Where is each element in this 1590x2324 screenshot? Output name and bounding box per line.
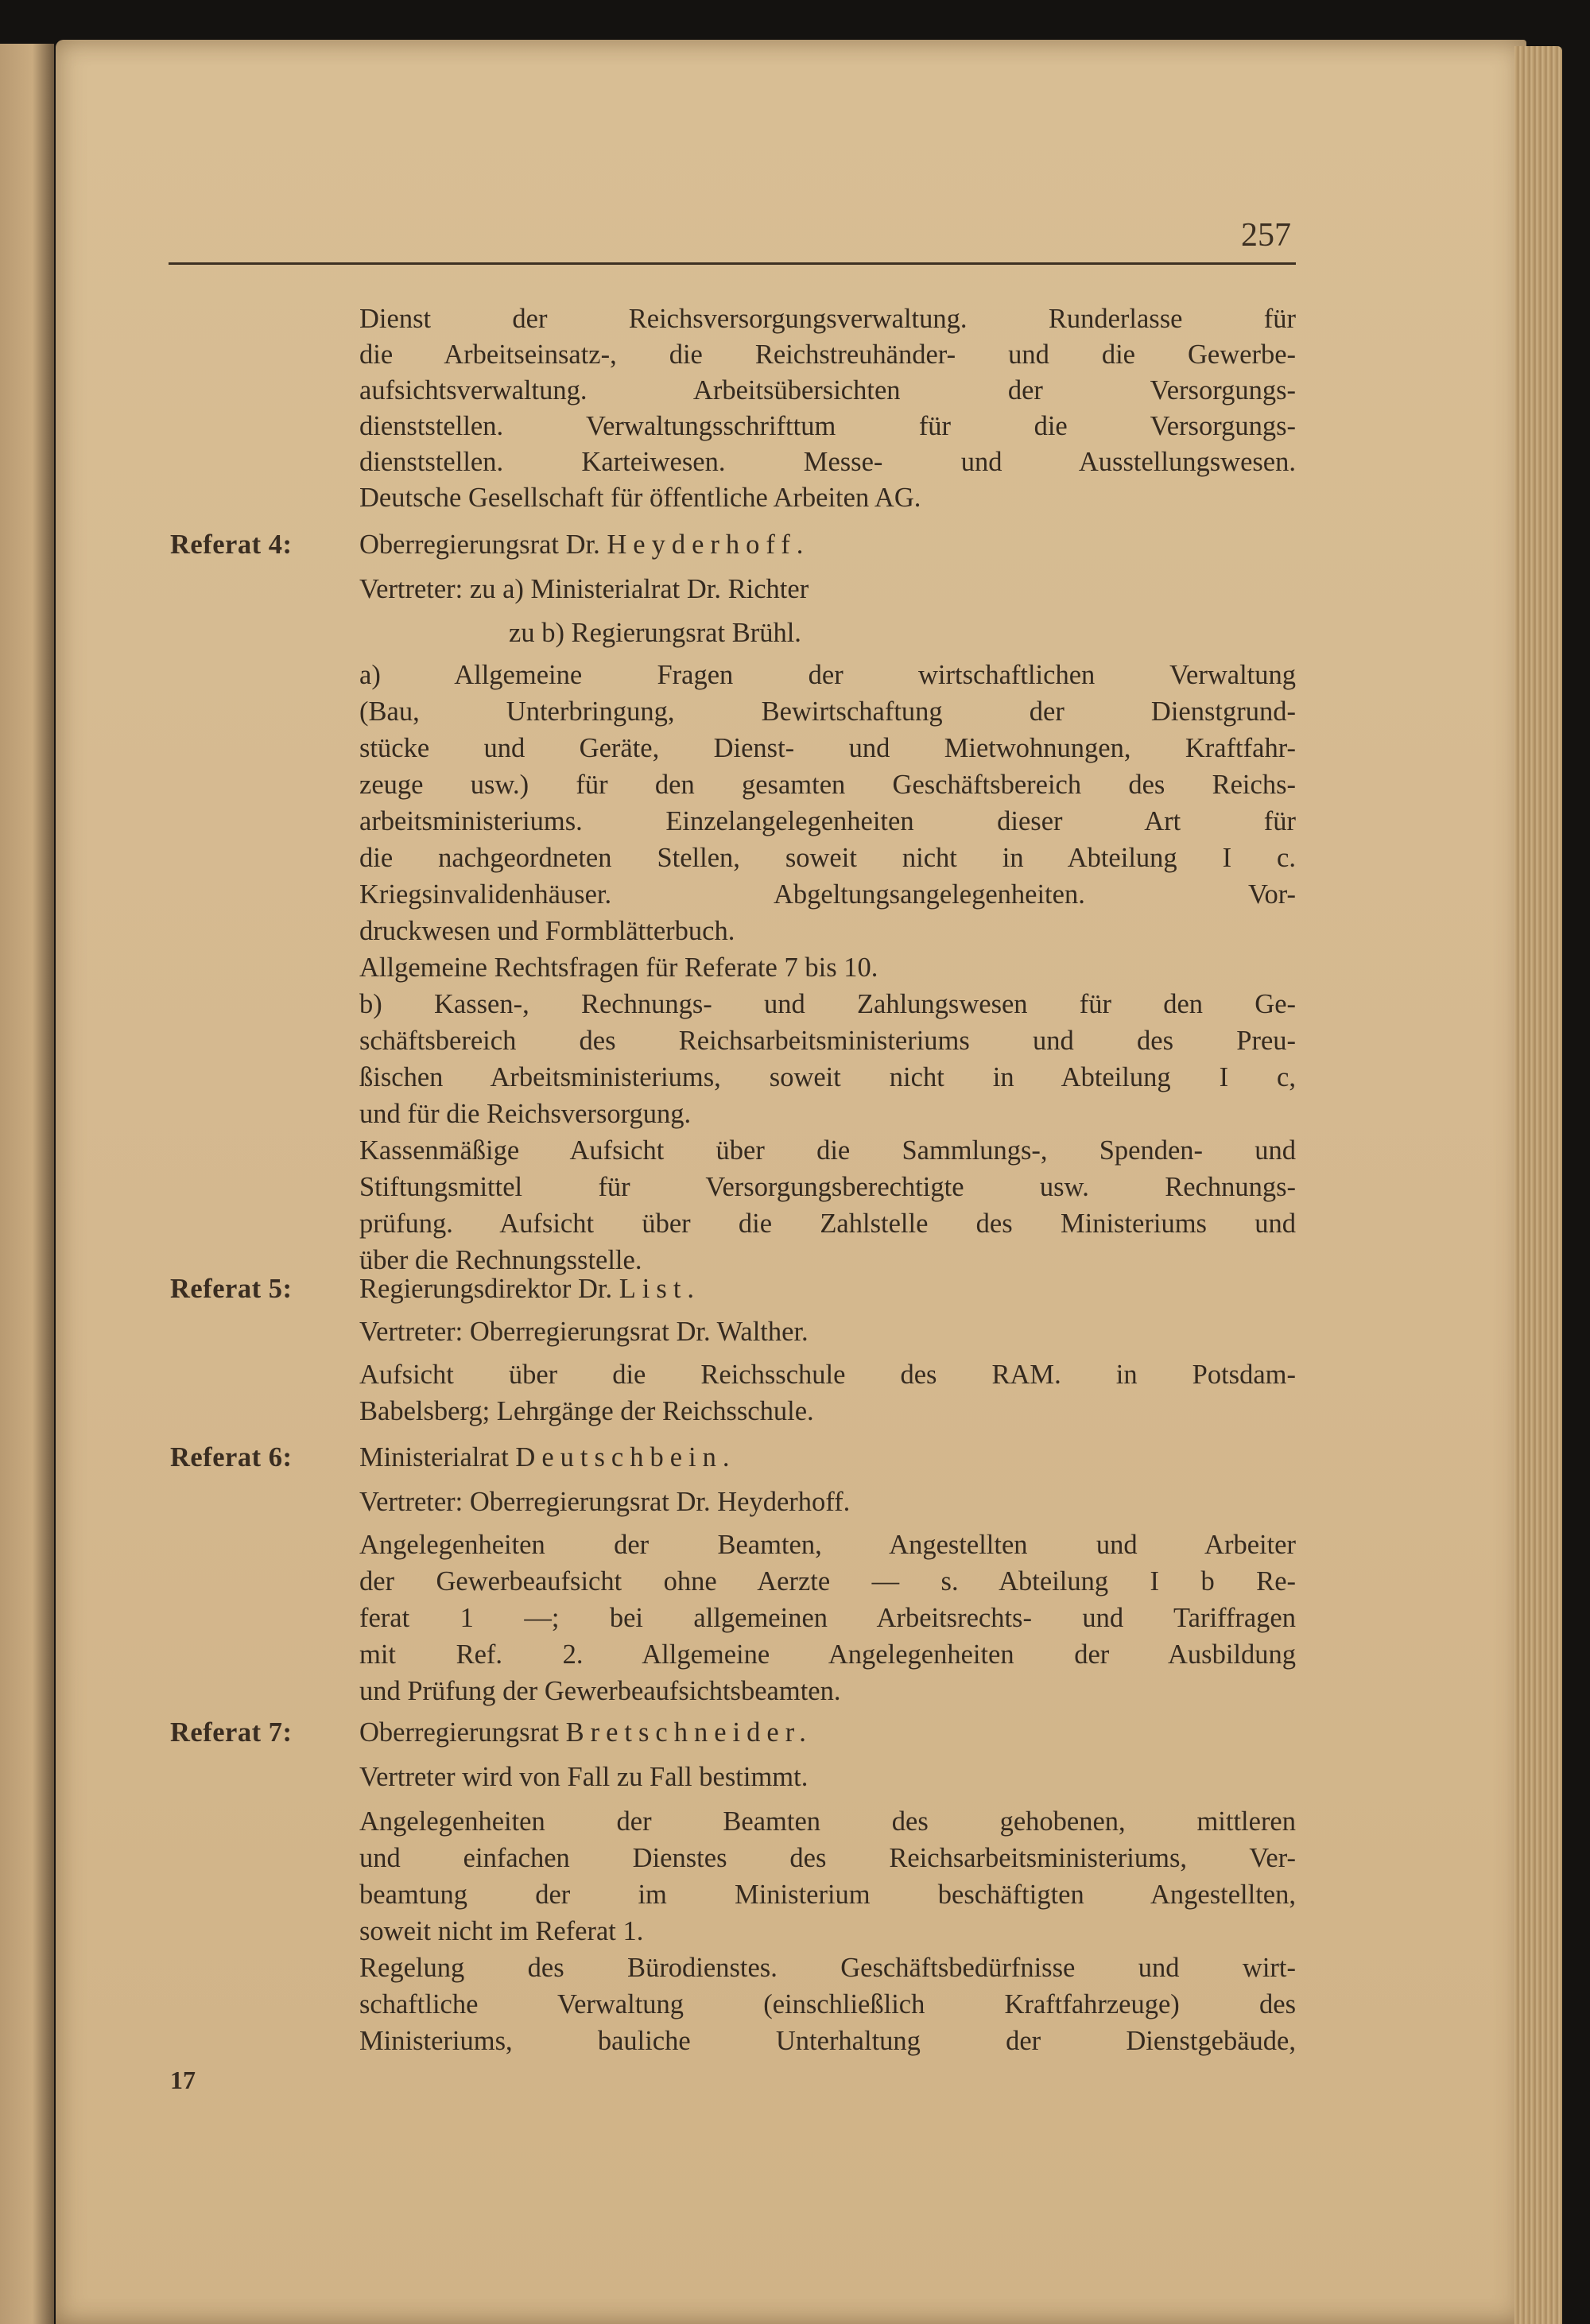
text-line: Angelegenheiten der Beamten des gehobenen, mittleren — [359, 1806, 1296, 1837]
deputy-line: Vertreter wird von Fall zu Fall bestimmt. — [359, 1762, 809, 1792]
text-line: Aufsicht über die Reichsschule des RAM. in Potsdam- — [359, 1360, 1296, 1390]
referat-label: Referat 6: — [170, 1442, 293, 1472]
text-line: ßischen Arbeitsministeriums, soweit nicht in Abteilung I c, — [359, 1062, 1296, 1092]
referat-head — [359, 1714, 1296, 1751]
text-line: ferat 1 —; bei allgemeinen Arbeitsrechts- und Tariffragen — [359, 1603, 1296, 1633]
text-line: arbeitsministeriums. Einzelangelegenheiten dieser Art für — [359, 806, 1296, 836]
head-name: Heyderhoff. — [607, 530, 810, 560]
referat-label: Referat 5: — [170, 1274, 293, 1304]
text-line: druckwesen und Formblätterbuch. — [359, 916, 735, 946]
text-line: der Gewerbeaufsicht ohne Aerzte — s. Abteilung I b Re- — [359, 1566, 1296, 1597]
signature-mark: 17 — [170, 2066, 196, 2094]
text-line: Kassenmäßige Aufsicht über die Sammlungs-, Spenden- und — [359, 1135, 1296, 1166]
page-number: 257 — [1241, 217, 1291, 254]
text-line: dienststellen. Verwaltungsschrifttum für die Versorgungs- — [359, 411, 1296, 441]
text-line: Dienst der Reichsversorgungsverwaltung. Runderlasse für — [359, 304, 1296, 334]
deputy-line: Vertreter: zu a) Ministerialrat Dr. Richter — [359, 574, 809, 604]
head-name: Bretschneider. — [565, 1717, 812, 1748]
left-page-edge — [0, 44, 54, 2324]
head-title: Ministerialrat — [359, 1442, 509, 1472]
head-title: Regierungsdirektor Dr. — [359, 1274, 613, 1304]
page-stack-edge — [1514, 46, 1562, 2324]
text-line: dienststellen. Karteiwesen. Messe- und Ausstellungswesen. — [359, 447, 1296, 477]
deputy-line: Vertreter: Oberregierungsrat Dr. Walther. — [359, 1317, 809, 1347]
head-title: Oberregierungsrat Dr. — [359, 530, 600, 560]
text-line: stücke und Geräte, Dienst- und Mietwohnungen, Kraftfahr- — [359, 733, 1296, 763]
text-line: die Arbeitseinsatz-, die Reichstreuhänder- und die Gewerbe- — [359, 339, 1296, 370]
referat-label: Referat 4: — [170, 530, 293, 560]
text-line: und einfachen Dienstes des Reichsarbeitsministeriums, Ver- — [359, 1843, 1296, 1873]
text-line: a) Allgemeine Fragen der wirtschaftlichen Verwaltung — [359, 660, 1296, 690]
text-line: aufsichtsverwaltung. Arbeitsübersichten der Versorgungs- — [359, 375, 1296, 405]
text-line: die nachgeordneten Stellen, soweit nicht in Abteilung I c. — [359, 843, 1296, 873]
text-line: Regelung des Bürodienstes. Geschäftsbedürfnisse und wirt- — [359, 1953, 1296, 1983]
deputy-line: zu b) Regierungsrat Brühl. — [509, 618, 801, 648]
text-line: Allgemeine Rechtsfragen für Referate 7 bis 10. — [359, 952, 878, 983]
text-line: beamtung der im Ministerium beschäftigten Angestellten, — [359, 1880, 1296, 1910]
text-line: Ministeriums, bauliche Unterhaltung der Dienstgebäude, — [359, 2026, 1296, 2056]
deputy-line: Vertreter: Oberregierungsrat Dr. Heyderhoff. — [359, 1487, 851, 1517]
text-line: Stiftungsmittel für Versorgungsberechtigte usw. Rechnungs- — [359, 1172, 1296, 1202]
head-title: Oberregierungsrat — [359, 1717, 559, 1748]
text-line: soweit nicht im Referat 1. — [359, 1916, 644, 1946]
text-line: (Bau, Unterbringung, Bewirtschaftung der Dienstgrund- — [359, 696, 1296, 727]
head-name: List. — [619, 1274, 701, 1304]
text-line: schaftliche Verwaltung (einschließlich Kraftfahrzeuge) des — [359, 1989, 1296, 2019]
text-line: mit Ref. 2. Allgemeine Angelegenheiten der Ausbildung — [359, 1639, 1296, 1670]
text-line: schäftsbereich des Reichsarbeitsministeriums und des Preu- — [359, 1026, 1296, 1056]
text-line: Babelsberg; Lehrgänge der Reichsschule. — [359, 1396, 814, 1426]
text-line: prüfung. Aufsicht über die Zahlstelle des Ministeriums und — [359, 1209, 1296, 1239]
referat-head — [359, 1439, 1296, 1476]
referat-label: Referat 7: — [170, 1717, 293, 1748]
header-rule — [169, 262, 1296, 265]
text-line: über die Rechnungsstelle. — [359, 1245, 642, 1275]
referat-head — [359, 1271, 1296, 1307]
text-line: zeuge usw.) für den gesamten Geschäftsbereich des Reichs- — [359, 770, 1296, 800]
text-line: b) Kassen-, Rechnungs- und Zahlungswesen für den Ge- — [359, 989, 1296, 1019]
head-name: Deutschbein. — [515, 1442, 736, 1472]
referat-head — [359, 526, 1296, 563]
text-line: und Prüfung der Gewerbeaufsichtsbeamten. — [359, 1676, 841, 1706]
text-line: Deutsche Gesellschaft für öffentliche Arbeiten AG. — [359, 483, 921, 513]
text-line: und für die Reichsversorgung. — [359, 1099, 692, 1129]
text-line: Angelegenheiten der Beamten, Angestellten und Arbeiter — [359, 1530, 1296, 1560]
text-line: Kriegsinvalidenhäuser. Abgeltungsangelegenheiten. Vor- — [359, 879, 1296, 910]
